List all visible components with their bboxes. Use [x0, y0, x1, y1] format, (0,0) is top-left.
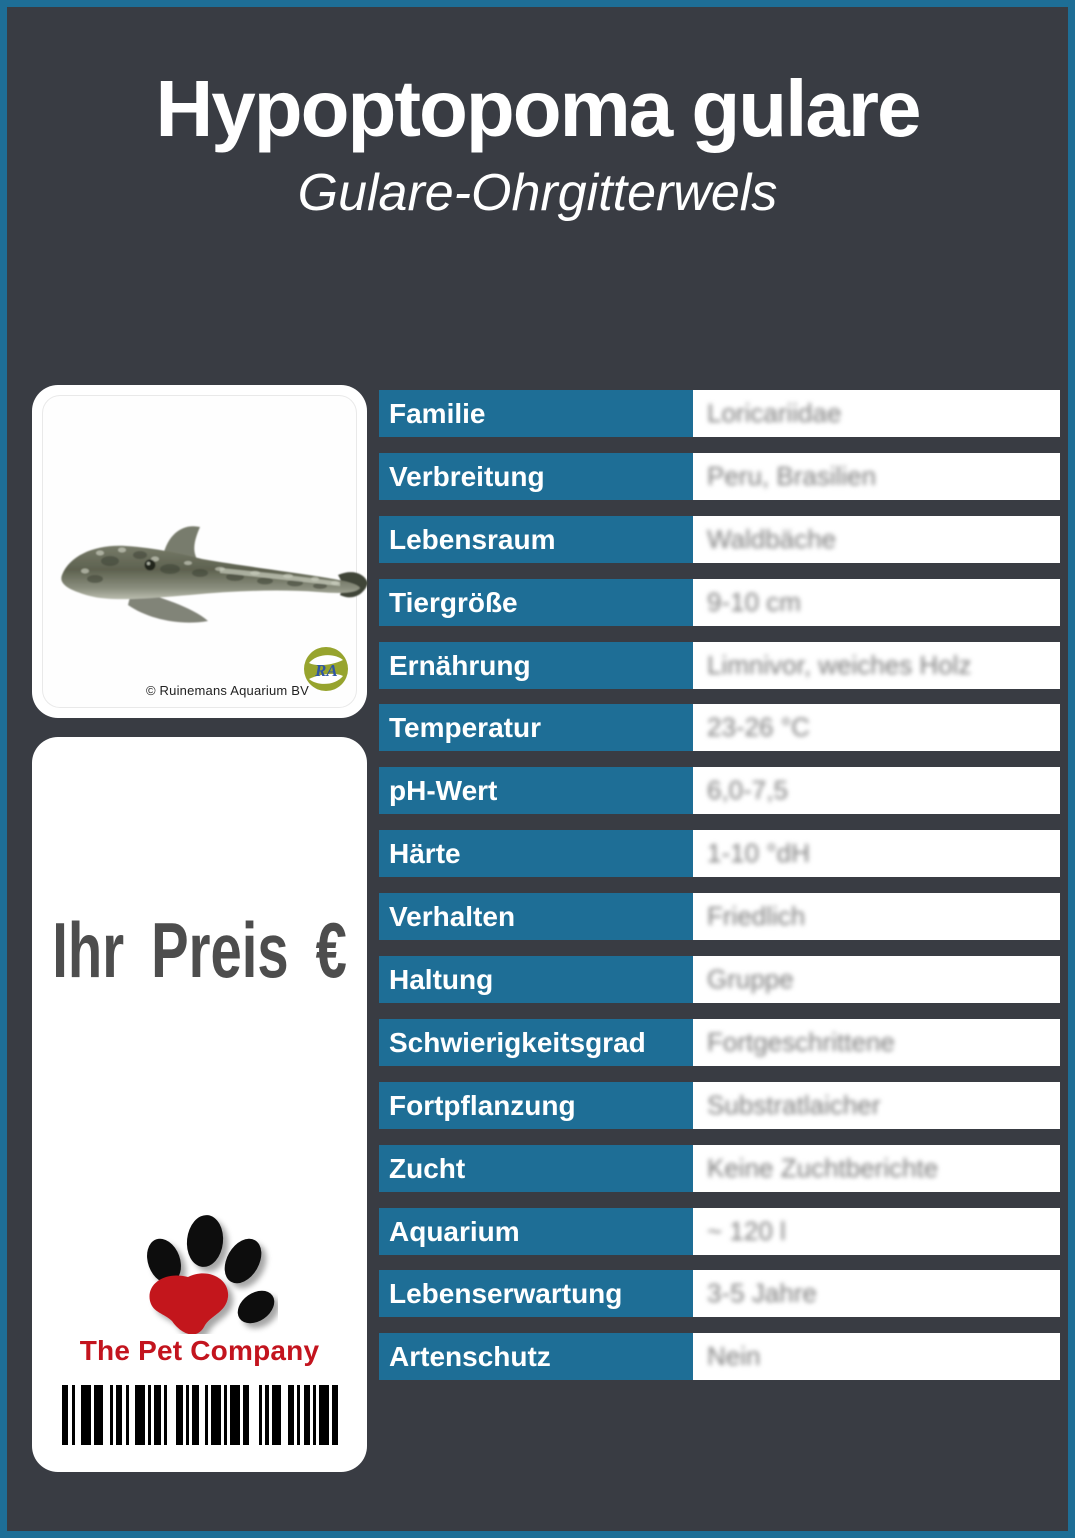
row-value: 23-26 °C [693, 704, 1060, 751]
row-value: Fortgeschrittene [693, 1019, 1060, 1066]
row-label: Lebensraum [379, 516, 693, 563]
table-row [379, 830, 1060, 877]
table-row [379, 1333, 1060, 1380]
row-label: Familie [379, 390, 693, 437]
table-row [379, 893, 1060, 940]
table-row [379, 453, 1060, 500]
table-row [379, 767, 1060, 814]
table-row [379, 1082, 1060, 1129]
table-row [379, 390, 1060, 437]
row-value: Loricariidae [693, 390, 1060, 437]
row-value: ~ 120 l [693, 1208, 1060, 1255]
row-label: pH-Wert [379, 767, 693, 814]
barcode-bar [230, 1385, 240, 1445]
table-row [379, 1145, 1060, 1192]
photo-card [32, 385, 367, 718]
barcode-bar [272, 1385, 282, 1445]
barcode-space [249, 1385, 259, 1445]
header [7, 64, 1068, 223]
page-subtitle: Gulare-Ohrgitterwels [297, 164, 778, 222]
ra-monogram: RA [315, 661, 338, 680]
row-value: 6,0-7,5 [693, 767, 1060, 814]
row-label: Lebenserwartung [379, 1270, 693, 1317]
price-label [32, 905, 367, 996]
row-value: Friedlich [693, 893, 1060, 940]
row-label: Ernährung [379, 642, 693, 689]
ruinemans-aquarium-logo-icon [303, 646, 349, 692]
row-label: Härte [379, 830, 693, 877]
row-value: Limnivor, weiches Holz [693, 642, 1060, 689]
row-value: Keine Zuchtberichte [693, 1145, 1060, 1192]
table-row [379, 956, 1060, 1003]
paw-logo-icon [128, 1209, 278, 1334]
fish-illustration [50, 513, 370, 633]
table-row [379, 516, 1060, 563]
row-value: Peru, Brasilien [693, 453, 1060, 500]
row-label: Haltung [379, 956, 693, 1003]
row-label: Zucht [379, 1145, 693, 1192]
barcode-bar [94, 1385, 104, 1445]
row-label: Tiergröße [379, 579, 693, 626]
row-label: Aquarium [379, 1208, 693, 1255]
row-value: 9-10 cm [693, 579, 1060, 626]
price-card [32, 737, 367, 1472]
table-row [379, 1019, 1060, 1066]
row-value: Nein [693, 1333, 1060, 1380]
row-label: Artenschutz [379, 1333, 693, 1380]
row-value: Substratlaicher [693, 1082, 1060, 1129]
row-value: 3-5 Jahre [693, 1270, 1060, 1317]
row-label: Temperatur [379, 704, 693, 751]
barcode-bar [319, 1385, 329, 1445]
row-label: Verbreitung [379, 453, 693, 500]
table-row [379, 1270, 1060, 1317]
brand-name: The Pet Company [79, 1335, 320, 1366]
fish-photo [42, 395, 357, 708]
row-value: Waldbäche [693, 516, 1060, 563]
row-value: Gruppe [693, 956, 1060, 1003]
row-label: Verhalten [379, 893, 693, 940]
photo-attribution: © Ruinemans Aquarium BV [145, 683, 309, 698]
table-row [379, 642, 1060, 689]
page-title: Hypoptopoma gulare [155, 64, 920, 153]
row-label: Fortpflanzung [379, 1082, 693, 1129]
price-label-text: Ihr Preis € [52, 906, 347, 994]
species-info-table [379, 390, 1060, 1396]
barcode-bar [332, 1385, 338, 1445]
barcode [62, 1385, 339, 1445]
row-value: 1-10 °dH [693, 830, 1060, 877]
row-label: Schwierigkeitsgrad [379, 1019, 693, 1066]
table-row [379, 579, 1060, 626]
table-row [379, 1208, 1060, 1255]
barcode-bar [135, 1385, 145, 1445]
barcode-bar [211, 1385, 221, 1445]
barcode-bar [81, 1385, 91, 1445]
barcode-space [167, 1385, 177, 1445]
table-row [379, 704, 1060, 751]
